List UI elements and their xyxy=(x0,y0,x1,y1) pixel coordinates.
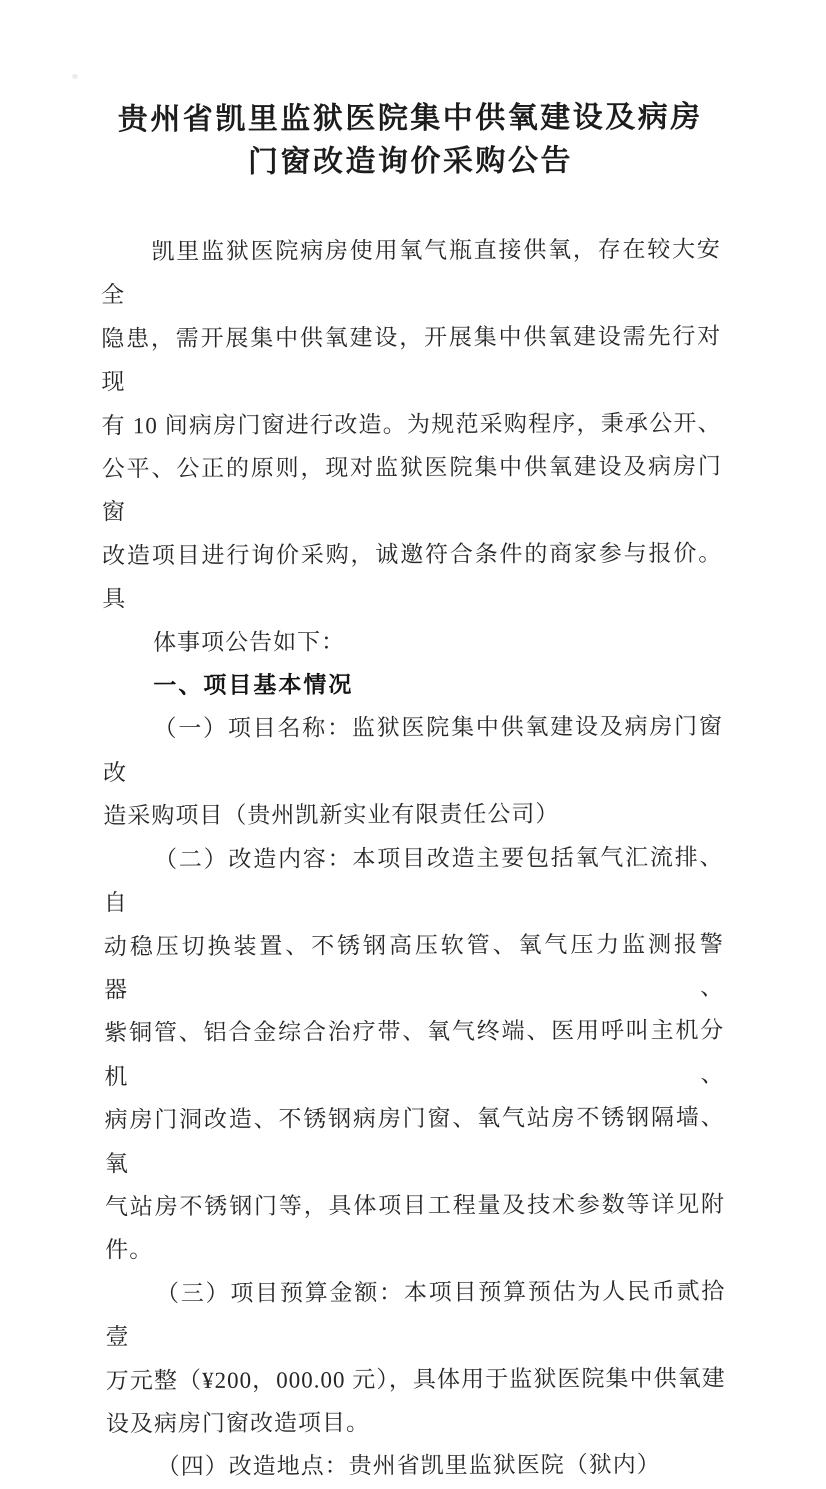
intro-line-5: 改造项目进行询价采购，诚邀符合条件的商家参与报价。具 xyxy=(102,540,723,612)
item-2-line-4: 病房门洞改造、不锈钢病房门窗、氧气站房不锈钢隔墙、氧 xyxy=(104,1104,725,1176)
title-line-2: 门窗改造询价采购公告 xyxy=(247,144,574,179)
title-line-1: 贵州省凯里监狱医院集中供氧建设及病房 xyxy=(117,100,703,137)
intro-line-6: 体事项公告如下： xyxy=(153,628,346,655)
document-title xyxy=(100,0,721,184)
intro-line-3: 有 10 间病房门窗进行改造。为规范采购程序，秉承公开、 xyxy=(101,410,722,438)
item-3-line-1 xyxy=(105,1269,725,1359)
item-4-text: 贵州省凯里监狱医院（狱内） xyxy=(348,1452,661,1479)
document-body xyxy=(101,228,726,1489)
item-3-text: 本项目预算预估为人民币贰拾壹 xyxy=(105,1278,726,1350)
item-3-label: （三）项目预算金额： xyxy=(155,1279,404,1306)
item-2-line-1 xyxy=(103,835,723,925)
intro-line-1: 凯里监狱医院病房使用氧气瓶直接供氧，存在较大安全 xyxy=(100,236,721,308)
item-2-line-5: 气站房不锈钢门等，具体项目工程量及技术参数等详见附 xyxy=(104,1191,726,1220)
item-1-label: （一）项目名称： xyxy=(153,715,352,742)
scan-smudge xyxy=(72,74,78,79)
item-3-line-3: 设及病房门窗改造项目。 xyxy=(105,1410,371,1437)
item-4-line-1 xyxy=(106,1443,726,1489)
intro-line-4: 公平、公正的原则，现对监狱医院集中供氧建设及病房门窗 xyxy=(101,453,722,525)
item-2-line-3: 紫铜管、铝合金综合治疗带、氧气终端、医用呼叫主机分机、 xyxy=(104,1017,725,1090)
item-3-line-2: 万元整（¥200，000.00 元），具体用于监狱医院集中供氧建 xyxy=(105,1365,726,1393)
intro-line-2: 隐患，需开展集中供氧建设，开展集中供氧建设需先行对现 xyxy=(101,323,722,395)
item-1-text: 监狱医院集中供氧建设及病房门窗改 xyxy=(103,714,723,786)
item-2-text: 本项目改造主要包括氧气汇流排、自 xyxy=(103,844,724,916)
item-2-line-6: 件。 xyxy=(105,1237,154,1263)
document-content xyxy=(100,0,726,1489)
item-2-label: （二）改造内容： xyxy=(154,845,353,872)
item-2-line-2: 动稳压切换装置、不锈钢高压软管、氧气压力监测报警器、 xyxy=(103,931,725,1003)
item-4-label: （四）改造地点： xyxy=(156,1453,349,1480)
item-1-line-2: 造采购项目（贵州凯新实业有限责任公司） xyxy=(103,801,560,829)
item-1-line-1 xyxy=(103,705,723,795)
section-1-heading: 一、项目基本情况 xyxy=(153,671,354,699)
